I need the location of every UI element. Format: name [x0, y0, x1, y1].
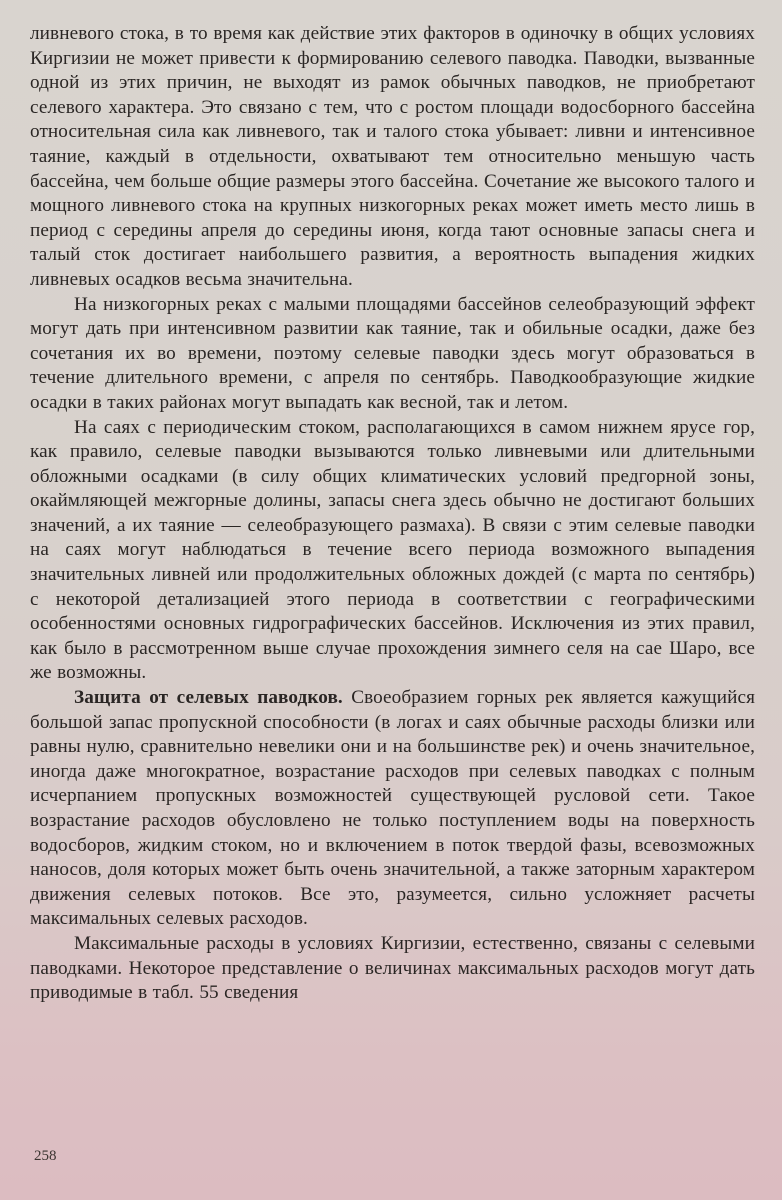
paragraph-3-text: На саях с периодическим стоком, располагающихся в самом нижнем ярусе гор, как правило, селевые паводки вызываются только ливневыми или длительными обложными осадками (в силу общих климатических условий предгорной зоны, окаймляющей межгорные долины, запасы снега здесь обычно не достигают больших значений, а их таяние — селеобразующего размаха). В связи с этим селевые паводки на саях могут наблюдаться в течение всего периода возможного выпадения значительных ливней или продолжительных обложных дождей (с марта по сентябрь) с некоторой детализацией этого периода в соответствии с географическими особенностями основных гидрографических бассейнов. Исключения из этих правил, как было в рассмотренном выше случае прохождения зимнего селя на сае Шаро, все же возможны. — [30, 416, 755, 684]
paragraph-1 — [30, 22, 755, 293]
paragraph-3 — [30, 416, 755, 687]
section-heading-run-in: Защита от селевых паводков. — [74, 687, 343, 709]
paragraph-4-text: Своеобразием горных рек является кажущийся большой запас пропускной способности (в логах и саях обычные расходы близки или равны нулю, сравнительно невелики они и на большинстве рек) и очень значительное, иногда даже многократное, возрастание расходов при селевых паводках с полным исчерпанием пропускных возможностей существующей русловой сети. Такое возрастание расходов обусловлено не только поступлением воды на поверхность водосборов, жидким стоком, но и включением в поток твердой фазы, всевозможных наносов, доля которых может быть очень значительной, а также заторным характером движения селевых потоков. Все это, разумеется, сильно усложняет расчеты максимальных селевых расходов. — [30, 687, 755, 930]
paragraph-5 — [30, 932, 755, 1006]
text-column — [30, 22, 755, 1006]
paragraph-2 — [30, 293, 755, 416]
paragraph-2-text: На низкогорных реках с малыми площадями бассейнов селеобразующий эффект могут дать при интенсивном развитии как таяние, так и обильные осадки, даже без сочетания их во времени, поэтому селевые паводки здесь могут образоваться в течение длительного времени, с апреля по сентябрь. Паводкообразующие жидкие осадки в таких районах могут выпадать как весной, так и летом. — [30, 293, 755, 413]
paragraph-1-text: ливневого стока, в то время как действие этих факторов в одиночку в общих условиях Киргизии не может привести к формированию селевого паводка. Паводки, вызванные одной из этих причин, не выходят из рамок обычных паводков, не приобретают селевого характера. Это связано с тем, что с ростом площади водосборного бассейна относительная сила как ливневого, так и талого стока убывает: ливни и интенсивное таяние, каждый в отдельности, охватывают тем относительно меньшую часть бассейна, чем больше общие размеры этого бассейна. Сочетание же высокого талого и мощного ливневого стока на крупных низкогорных реках может иметь место лишь в период с середины апреля до середины июня, когда тают основные запасы снега и талый сток достигает наибольшего развития, а вероятность выпадения жидких ливневых осадков весьма значительна. — [30, 23, 755, 290]
paragraph-4 — [30, 686, 755, 932]
document-page — [30, 22, 755, 1006]
page-number: 258 — [34, 1148, 57, 1164]
paragraph-5-text: Максимальные расходы в условиях Киргизии, естественно, связаны с селевыми паводками. Некоторое представление о величинах максимальных расходов могут дать приводимые в табл. 55 сведения — [30, 932, 755, 1004]
